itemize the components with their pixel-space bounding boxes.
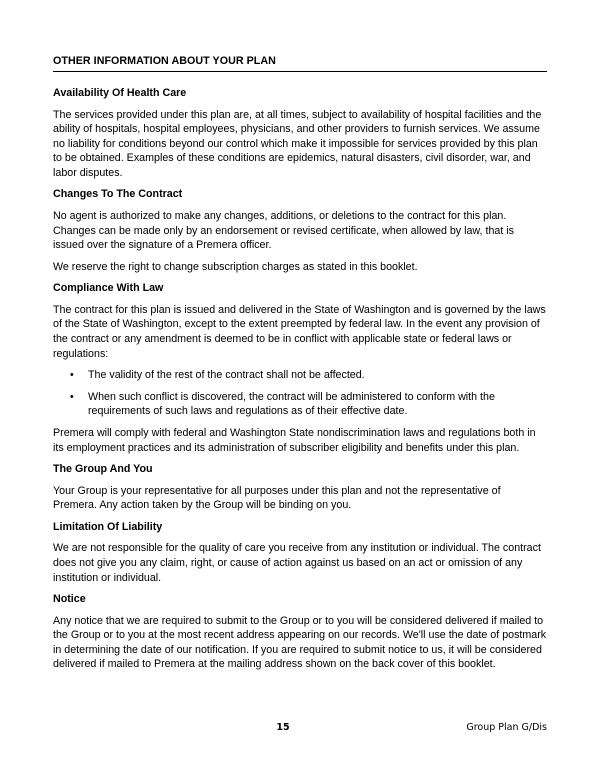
- paragraph-changes-2: We reserve the right to change subscription charges as stated in this booklet.: [53, 260, 418, 273]
- section-group: [53, 462, 547, 513]
- list-item-text: The validity of the rest of the contract shall not be affected.: [88, 369, 365, 382]
- list-item: [53, 368, 547, 383]
- section-liability: [53, 520, 547, 585]
- list-item-text: When such conflict is discovered, the contract will be administered to conform with the requirements of such laws and regulations as of their effective date.: [88, 390, 495, 418]
- bullet-icon: •: [70, 390, 74, 403]
- page-number: 15: [276, 722, 290, 733]
- page-title: OTHER INFORMATION ABOUT YOUR PLAN: [53, 54, 547, 72]
- paragraph-liability: We are not responsible for the quality of care you receive from any institution or individual. The contract does not give you any claim, right, or cause of action against us based on an act or omission of any institution or individual.: [53, 542, 541, 584]
- section-compliance: [53, 281, 547, 455]
- paragraph-changes-1: No agent is authorized to make any changes, additions, or deletions to the contract for this plan. Changes can be made only by an endorsement or revised certificate, when allowed by law, that is issued over the signature of a Premera officer.: [53, 209, 515, 252]
- bullet-icon: •: [70, 369, 74, 382]
- section-title-changes: Changes To The Contract: [53, 188, 183, 201]
- footer-plan-label: Group Plan G/Dis: [466, 722, 547, 733]
- section-notice: [53, 592, 547, 672]
- paragraph-availability: The services provided under this plan are, at all times, subject to availability of hospital facilities and the ability of hospitals, hospital employees, physicians, and other providers to furnish services. We assume no liability for conditions beyond our control which make it impossible for services provided by this plan to be obtained. Examples of these conditions are epidemics, natural disasters, civil disorder, war, and labor disputes.: [53, 108, 542, 179]
- section-changes: [53, 187, 547, 274]
- paragraph-compliance-2: Premera will comply with federal and Washington State nondiscrimination laws and regulations both in its employment practices and its administration of subscriber eligibility and benefits under this plan.: [53, 427, 536, 454]
- paragraph-group: Your Group is your representative for all purposes under this plan and not the representative of Premera. Any action taken by the Group will be binding on you.: [53, 484, 501, 512]
- section-title-notice: Notice: [53, 593, 86, 606]
- document-page: [53, 54, 547, 679]
- section-availability: [53, 86, 547, 180]
- paragraph-notice: Any notice that we are required to submit to the Group or to you will be considered delivered if mailed to the Group or to you at the most recent address appearing on our records. We'll use the date of postmark in determining the date of our notification. If you are required to submit notice to us, it will be considered delivered if mailed to Premera at the mailing address shown on the back cover of this booklet.: [53, 614, 547, 671]
- section-title-group: The Group And You: [53, 463, 153, 476]
- section-title-liability: Limitation Of Liability: [53, 520, 163, 533]
- section-title-availability: Availability Of Health Care: [53, 87, 187, 99]
- list-item: [53, 390, 547, 419]
- section-title-compliance: Compliance With Law: [53, 282, 164, 295]
- paragraph-compliance-1: The contract for this plan is issued and delivered in the State of Washington and is governed by the laws of the State of Washington, except to the extent preempted by federal law. In the event any provision of the contract or any amendment is deemed to be in conflict with applicable state or federal laws or regulations:: [53, 303, 546, 360]
- bullet-list: [53, 368, 547, 419]
